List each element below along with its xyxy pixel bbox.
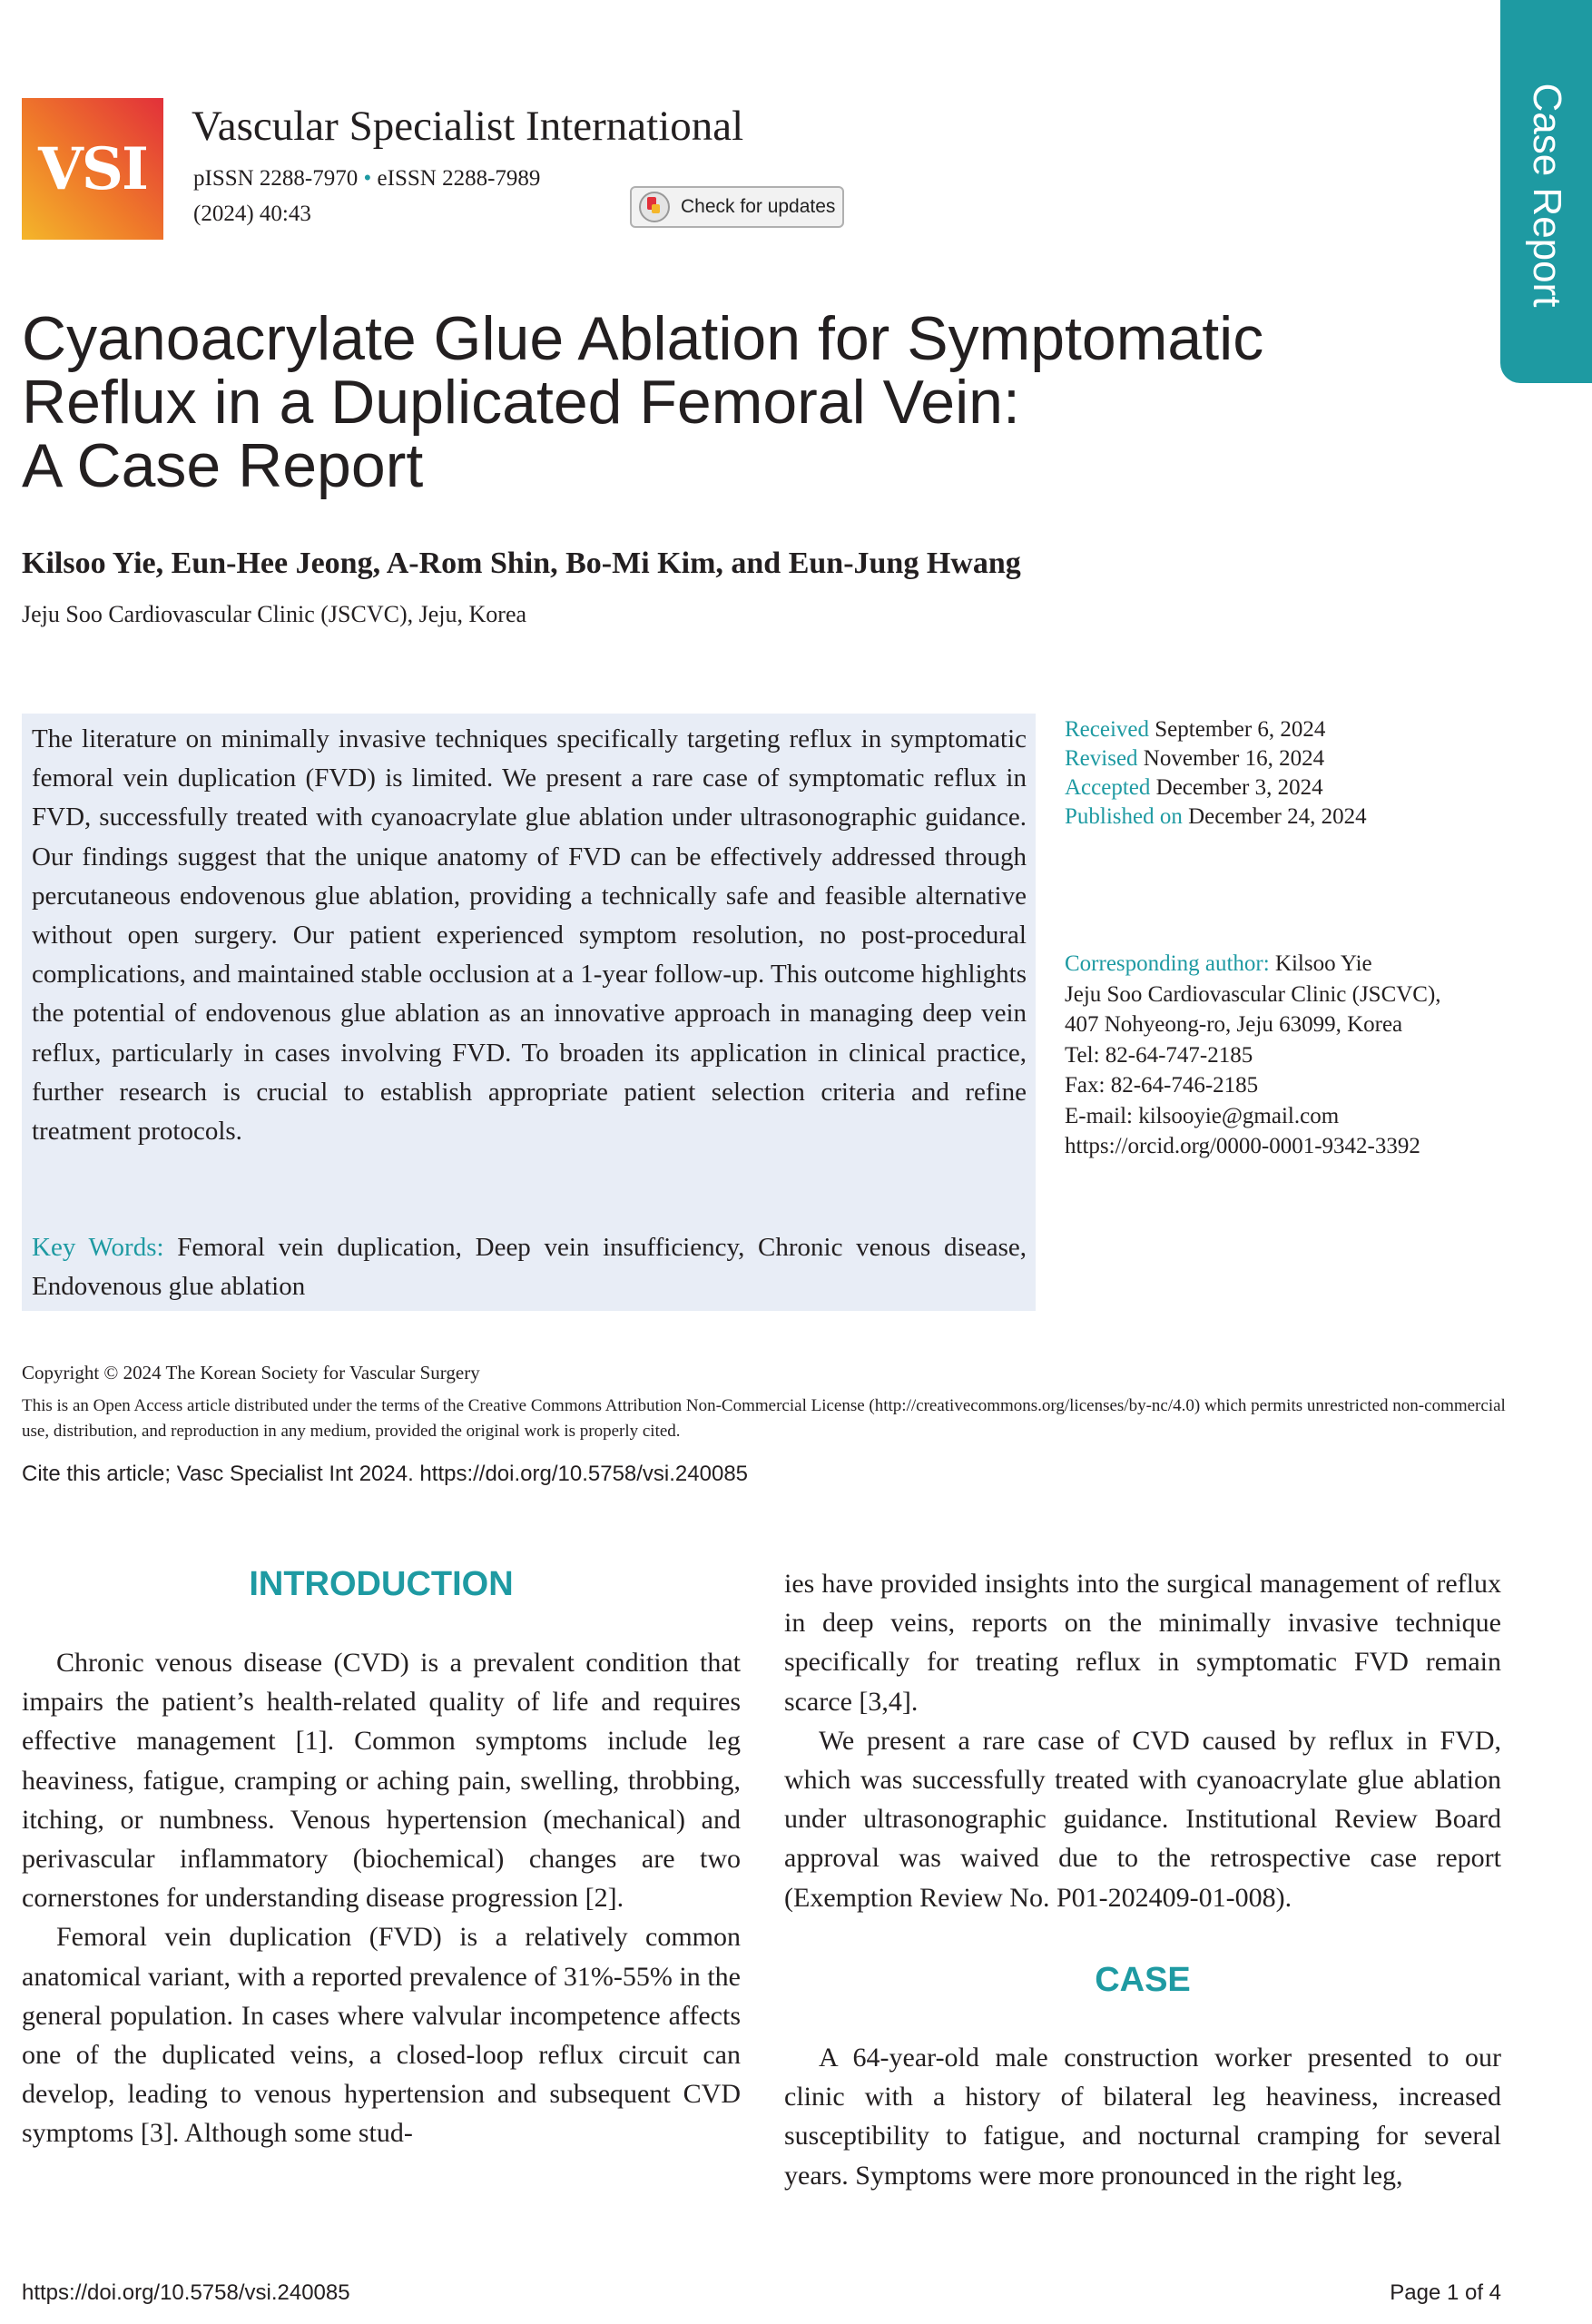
affiliation: Jeju Soo Cardiovascular Clinic (JSCVC), Jeju, Korea	[22, 601, 527, 627]
article-type-label: Case Report	[1524, 83, 1569, 308]
article-title	[22, 304, 1338, 500]
correspondence-block	[1065, 949, 1441, 1162]
left-column	[22, 1643, 741, 2153]
keywords-label: Key Words:	[32, 1233, 164, 1262]
volume-citation: (2024) 40:43	[193, 202, 311, 226]
right-column	[784, 1564, 1501, 1917]
keywords	[32, 1228, 1027, 1306]
intro-paragraph-continued: ies have provided insights into the surgical management of reflux in deep veins, reports on the minimally invasive technique specifically for treating reflux in symptomatic FVD remain scarce [3,4].	[784, 1569, 1501, 1717]
issn-line	[193, 166, 540, 192]
revised-date: November 16, 2024	[1143, 746, 1325, 771]
accepted-date: December 3, 2024	[1155, 775, 1323, 800]
introduction-heading: INTRODUCTION	[249, 1565, 514, 1603]
corresponding-name: Kilsoo Yie	[1274, 951, 1372, 976]
pissn: pISSN 2288-7970	[193, 166, 359, 191]
accepted-label: Accepted	[1065, 775, 1151, 800]
case-paragraph: A 64-year-old male construction worker presented to our clinic with a history of bilateral leg heaviness, increased susceptibility to fatigue, and nocturnal cramping for several years. Symptoms were more pronounced in the right leg,	[784, 2043, 1501, 2191]
keywords-list: Femoral vein duplication, Deep vein insufficiency, Chronic venous disease, Endovenous glue ablation	[32, 1233, 1027, 1301]
intro-paragraph: Chronic venous disease (CVD) is a prevalent condition that impairs the patient’s health-related quality of life and requires effective management [1]. Common symptoms include leg heaviness, fatigue, cramping or aching pain, swelling, throbbing, itching, or numbness. Venous hypertension (mechanical) and perivascular inflammatory (biochemical) changes are two cornerstones for understanding disease progression [2].	[22, 1648, 741, 1914]
page-number: Page 1 of 4	[1390, 2280, 1501, 2305]
received-date: September 6, 2024	[1155, 717, 1326, 742]
case-heading: CASE	[1095, 1961, 1191, 1999]
crossmark-icon	[639, 192, 670, 222]
issn-separator: •	[363, 166, 372, 191]
copyright-notice: Copyright © 2024 The Korean Society for Vascular Surgery	[22, 1362, 480, 1384]
corresponding-label: Corresponding author:	[1065, 951, 1270, 976]
corresponding-fax: Fax: 82-64-746-2185	[1065, 1073, 1259, 1098]
corresponding-tel: Tel: 82-64-747-2185	[1065, 1042, 1253, 1068]
article-dates	[1065, 715, 1367, 832]
article-type-tab	[1500, 0, 1592, 383]
journal-logo	[22, 98, 163, 240]
logo-text: VSI	[38, 134, 147, 203]
corresponding-email[interactable]: E-mail: kilsooyie@gmail.com	[1065, 1103, 1340, 1128]
license-text: This is an Open Access article distributed under the terms of the Creative Commons Attribution Non-Commercial License (http://creativecommons.org/licenses/by-nc/4.0) which permits unrestricted non-commercial use, distribution, and reproduction in any medium, provided the original work is properly cited.	[22, 1396, 1506, 1441]
journal-name: Vascular Specialist International	[192, 103, 744, 150]
title-line: Reflux in a Duplicated Femoral Vein:	[22, 368, 1020, 437]
published-date: December 24, 2024	[1188, 804, 1367, 829]
title-line: A Case Report	[22, 431, 424, 500]
revised-label: Revised	[1065, 746, 1138, 771]
check-for-updates-button[interactable]	[630, 186, 844, 228]
intro-paragraph: Femoral vein duplication (FVD) is a relatively common anatomical variant, with a reported prevalence of 31%-55% in the general population. In cases where valvular incompetence affects one of the duplicated veins, a closed-loop reflux circuit can develop, leading to venous hypertension and subsequent CVD symptoms [3]. Although some stud-	[22, 1922, 741, 2149]
title-line: Cyanoacrylate Glue Ablation for Symptomatic	[22, 304, 1264, 373]
corresponding-institution: Jeju Soo Cardiovascular Clinic (JSCVC),	[1065, 981, 1441, 1007]
case-section	[784, 2038, 1501, 2195]
received-label: Received	[1065, 717, 1150, 742]
author-list: Kilsoo Yie, Eun-Hee Jeong, A-Rom Shin, Bo-Mi Kim, and Eun-Jung Hwang	[22, 547, 1021, 580]
check-for-updates-label: Check for updates	[681, 196, 836, 217]
published-label: Published on	[1065, 804, 1183, 829]
footer-doi-link[interactable]: https://doi.org/10.5758/vsi.240085	[22, 2280, 350, 2305]
intro-paragraph: We present a rare case of CVD caused by reflux in FVD, which was successfully treated with cyanoacrylate glue ablation under ultrasonographic guidance. Institutional Review Board approval was waived due to the retrospective case report (Exemption Review No. P01-202409-01-008).	[784, 1725, 1501, 1913]
eissn: eISSN 2288-7989	[377, 166, 541, 191]
cite-this-article[interactable]: Cite this article; Vasc Specialist Int 2024. https://doi.org/10.5758/vsi.240085	[22, 1462, 749, 1486]
orcid-link[interactable]: https://orcid.org/0000-0001-9342-3392	[1065, 1134, 1420, 1158]
abstract-text: The literature on minimally invasive techniques specifically targeting reflux in symptomatic femoral vein duplication (FVD) is limited. We present a rare case of symptomatic reflux in FVD, successfully treated with cyanoacrylate glue ablation under ultrasonographic guidance. Our findings suggest that the unique anatomy of FVD can be effectively addressed through percutaneous endovenous glue ablation, providing a technically safe and feasible alternative without open surgery. Our patient experienced symptom resolution, no post-procedural complications, and maintained stable occlusion at a 1-year follow-up. This outcome highlights the potential of endovenous glue ablation as an innovative approach in managing deep vein reflux, particularly in cases involving FVD. To broaden its application in clinical practice, further research is crucial to establish appropriate patient selection criteria and refine treatment protocols.	[32, 724, 1027, 1147]
corresponding-address: 407 Nohyeong-ro, Jeju 63099, Korea	[1065, 1012, 1403, 1037]
